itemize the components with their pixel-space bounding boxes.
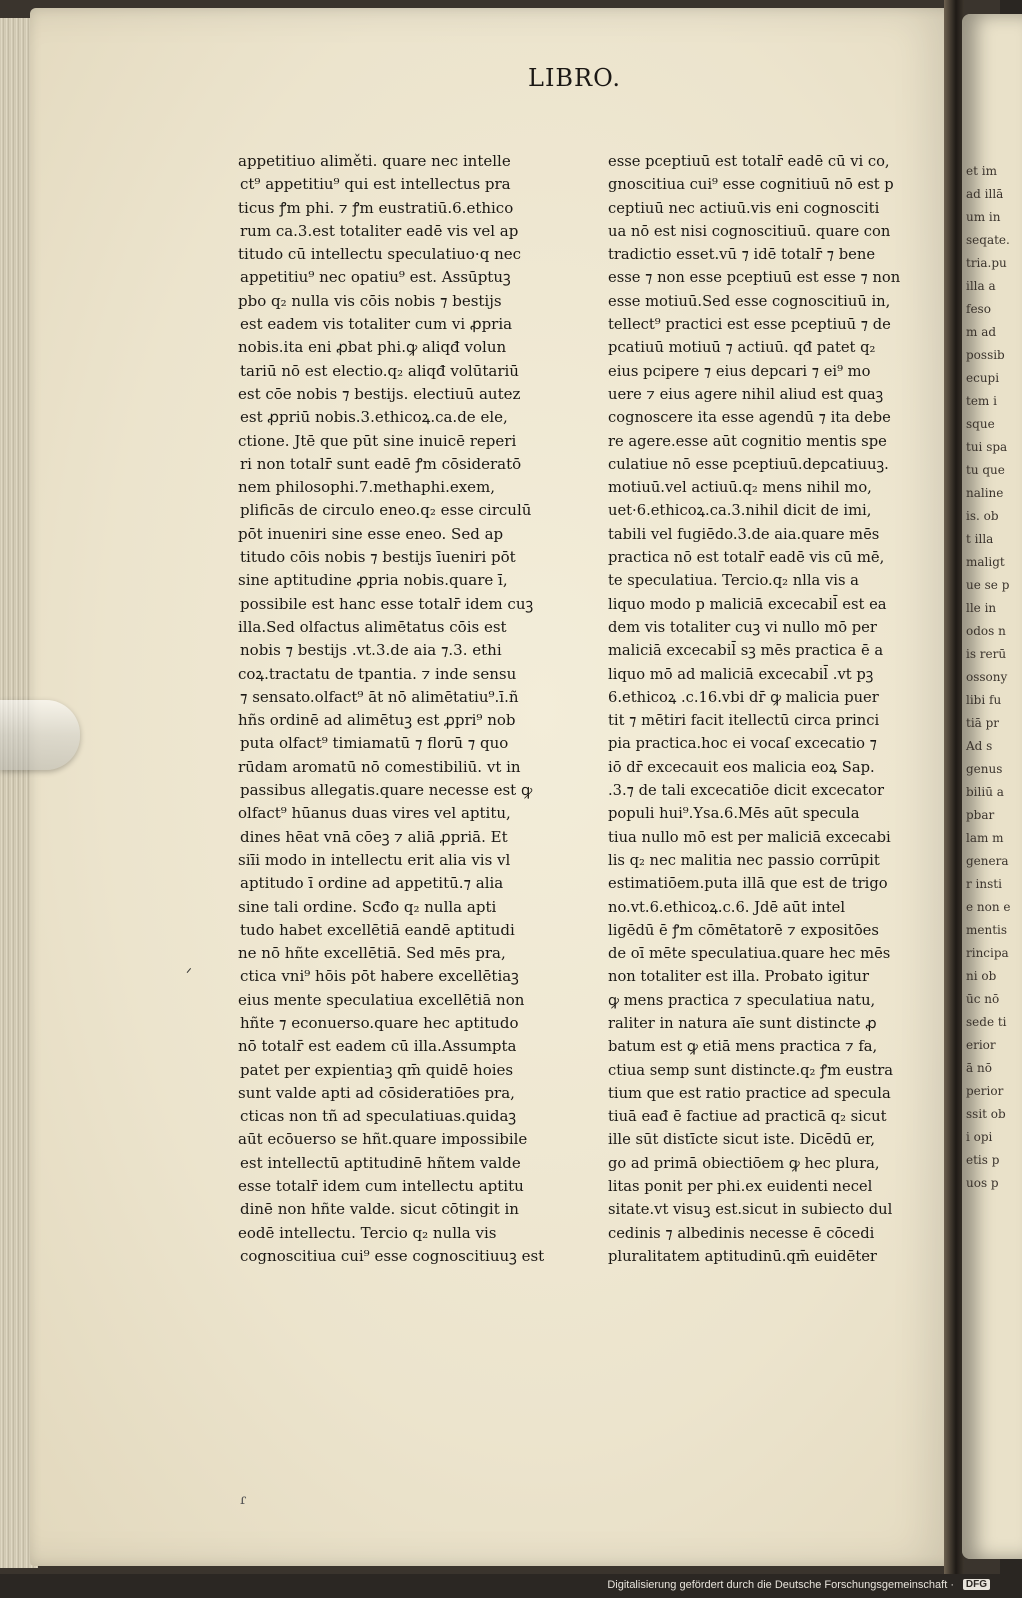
facing-page-fragment: ossony (966, 670, 1008, 684)
text-line: sunt valde apti ad cōsideratiōes pra, (238, 1083, 515, 1102)
text-line: tabili vel fugiēdo.3.de aia.quare mēs (608, 525, 880, 543)
facing-page-fragment: biliū a (966, 785, 1004, 799)
text-line: ctione. Jtē que pūt sine inuicē reperi (238, 431, 517, 450)
text-line: pōt inueniri sine esse eneo. Sed ap (238, 524, 504, 543)
text-line: eodē intellectu. Tercio q₂ nulla vis (238, 1223, 497, 1242)
facing-page-fragment: m ad (966, 325, 997, 339)
text-line: nem philosophi.7.methaphi.exem, (238, 478, 496, 497)
text-line: uet·6.ethicoꝝ.ca.3.nihil dicit de imi, (608, 502, 872, 520)
facing-page-fragment: maligt (966, 555, 1005, 569)
text-line: illa.Sed olfactus alimētatus cōis est (238, 617, 507, 636)
text-line: ctiua semp sunt distincte.q₂ ꝭm eustra (608, 1061, 894, 1079)
text-line: rum ca.3.est totaliter eadē vis vel ap (240, 221, 519, 240)
text-line: te speculatiua. Tercio.q₂ nlla vis a (608, 572, 859, 590)
facing-page-fragment: pbar (966, 808, 995, 822)
text-line: gnoscitiua cui⁹ esse cognitiuū nō est p (608, 176, 894, 194)
text-line: appetitiuo aliměti. quare nec intelle (238, 152, 511, 170)
text-line: practica nō est totalr̄ eadē vis cū mē, (608, 549, 885, 567)
facing-page-fragment: et im (966, 164, 997, 178)
text-line: dem vis totaliter cuꝫ vi nullo mō per (608, 618, 877, 636)
text-line: tit ⁊ mētiri facit itellectū circa princi (608, 712, 880, 730)
text-line: sine aptitudine ꝓpria nobis.quare ī, (238, 571, 508, 590)
left-text-column (238, 150, 558, 1268)
text-line: litas ponit per phi.ex euidenti necel (608, 1178, 873, 1196)
funding-credit: Digitalisierung gefördert durch die Deutsche Forschungsgemeinschaft · (607, 1579, 954, 1591)
text-line: ctica vni⁹ hōis pōt habere excellētiaꝫ (240, 967, 519, 986)
text-line: iō dr̄ excecauit eos malicia eoꝝ Sap. (608, 758, 875, 776)
text-line: liquo modo p maliciā excecabil̄ est ea (608, 595, 887, 613)
text-line: tariū nō est electio.q₂ aliqđ volūtariū (240, 361, 519, 380)
text-line: ceptiuū nec actiuū.vis eni cognosciti (608, 199, 880, 217)
text-line: hñte ⁊ econuerso.quare hec aptitudo (240, 1013, 519, 1032)
facing-page-fragment: sque (966, 417, 995, 431)
facing-page-fragment: libi fu (966, 693, 1002, 707)
text-line: nō totalr̄ est eadem cū illa.Assumpta (238, 1037, 517, 1056)
facing-page-fragment: t illa (966, 532, 994, 546)
text-line: ille sūt distīcte sicut iste. Dicēdū er, (608, 1131, 876, 1149)
text-line: est intellectū aptitudinē hñtem valde (240, 1153, 521, 1172)
text-line: appetitiu⁹ nec opatiu⁹ est. Assūptuꝫ (240, 268, 511, 287)
text-line: pluralitatem aptitudinū.qm̄ euidēter (608, 1247, 877, 1265)
text-line: maliciā excecabil̄ sꝫ mēs practica ē a (608, 642, 884, 660)
facing-page-fragment: possib (966, 348, 1005, 362)
text-line: ne nō hñte excellētiā. Sed mēs pra, (238, 944, 506, 963)
facing-page-fragment: sede ti (966, 1015, 1007, 1029)
text-line: ri non totalr̄ sunt eadē ꝭm cōsideratō (240, 454, 522, 473)
text-line: olfact⁹ hūanus duas vires vel aptitu, (238, 804, 511, 823)
text-line: culatiue nō esse pceptiuū.depcatiuuꝫ. (608, 455, 889, 473)
running-head: LIBRO. (528, 64, 622, 92)
text-line: populi hui⁹.Ysa.6.Mēs aūt specula (608, 805, 860, 823)
text-line: ticus ꝭm phi. ⁊ ꝭm eustratiū.6.ethico (238, 198, 514, 217)
text-line: ua nō est nisi cognoscitiuū. quare con (608, 222, 891, 240)
text-line: lis q₂ nec malitia nec passio corrūpit (608, 851, 880, 869)
facing-page-fragment: etis p (966, 1153, 1000, 1167)
text-line: esse pceptiuū est totalr̄ eadē cū vi co, (608, 153, 890, 170)
facing-page-fragment: erior (966, 1038, 996, 1052)
text-line: nobis.ita eni ꝓbat phi.ꝙ aliqđ volun (238, 338, 507, 357)
facing-page-fragment: tui spa (966, 440, 1008, 454)
facing-page-fragment: genera (966, 854, 1009, 868)
text-line: esse totalr̄ idem cum intellectu aptitu (238, 1177, 524, 1196)
text-line: tiuā eađ ē factiue ad practicā q₂ sicut (608, 1108, 887, 1126)
facing-page-fragment: ecupi (966, 371, 1000, 385)
text-line: est eadem vis totaliter cum vi ꝓpria (240, 315, 513, 334)
text-line: cedinis ⁊ albedinis necesse ē cōcedi (608, 1224, 875, 1242)
facing-page-fragment: tem i (966, 394, 997, 408)
facing-page-fragment: uos p (966, 1176, 999, 1190)
text-line: ⁊ sensato.olfact⁹ āt nō alimētatiu⁹.ī.ñ (240, 687, 519, 706)
text-line: re agere.esse aūt cognitio mentis spe (608, 432, 887, 450)
text-line: 6.ethicoꝝ .c.16.vbi dr̄ ꝙ malicia puer (608, 688, 879, 706)
margin-mark: ᐟ (186, 966, 192, 982)
text-line: patet per expientiaꝫ qm̄ quidē hoies (240, 1060, 514, 1079)
text-line: pbo q₂ nulla vis cōis nobis ⁊ bestijs (238, 291, 502, 310)
text-line: pcatiuū motiuū ⁊ actiuū. qđ patet q₂ (608, 339, 876, 357)
text-line: rūdam aromatū nō comestibiliū. vt in (238, 757, 521, 776)
text-line: sitate.vt visuꝫ est.sicut in subiecto dul (608, 1201, 893, 1219)
facing-page-fragment: tu que (966, 463, 1005, 477)
facing-page-fragment: ūc nō (966, 992, 1000, 1006)
text-line: eius pcipere ⁊ eius depcari ⁊ ei⁹ mo (608, 362, 871, 380)
facing-page-fragment: illa a (966, 279, 996, 293)
text-line: cognoscitiua cui⁹ esse cognoscitiuuꝫ est (240, 1246, 545, 1265)
facing-page-fragment: is rerū (966, 647, 1007, 661)
text-line: sine tali ordine. Scđo q₂ nulla apti (238, 897, 497, 916)
facing-page-fragment: ad illā (966, 187, 1004, 201)
facing-page-fragment: is. ob (966, 509, 999, 523)
text-line: cognoscere ita esse agendū ⁊ ita debe (608, 409, 891, 427)
text-line: est cōe nobis ⁊ bestijs. electiuū autez (238, 384, 521, 403)
text-line: puta olfact⁹ timiamatū ⁊ florū ⁊ quo (240, 734, 509, 753)
facing-page-fragment: perior (966, 1084, 1004, 1098)
text-line: passibus allegatis.quare necesse est ꝙ (240, 781, 533, 800)
text-line: hñs ordinē ad alimētuꝫ est ꝓpri⁹ nob (238, 711, 516, 730)
text-line: .3.⁊ de tali excecatiōe dicit excecator (608, 782, 885, 800)
facing-page-fragment: rincipa (966, 946, 1009, 960)
facing-page-fragment: um in (966, 210, 1001, 224)
facing-page-fragment: tria.pu (966, 256, 1007, 270)
text-line: uere ⁊ eius agere nihil aliud est quaꝫ (608, 385, 884, 403)
text-line: tium que est ratio practice ad specula (608, 1084, 891, 1102)
right-text-column (608, 150, 928, 1268)
text-line: liquo mō ad maliciā excecabil̄ .vt pꝫ (608, 665, 874, 683)
facing-page-fragment: mentis (966, 923, 1008, 937)
text-line: non totaliter est illa. Probato igitur (608, 968, 869, 986)
text-line: esse ⁊ non esse pceptiuū est esse ⁊ non (608, 269, 901, 287)
text-line: eius mente speculatiua excellētiā non (238, 990, 525, 1009)
text-line: batum est ꝙ etiā mens practica ⁊ fa, (608, 1038, 878, 1056)
text-line: est ꝓpriū nobis.3.ethicoꝝ.ca.de ele, (240, 408, 508, 427)
text-line: de oī mēte speculatiua.quare hec mēs (608, 945, 891, 963)
text-line: go ad primā obiectiōem ꝙ hec plura, (608, 1154, 880, 1172)
text-line: dinē non hñte valde. sicut cōtingit in (240, 1200, 519, 1219)
text-line: ꝙ mens practica ⁊ speculatiua natu, (608, 991, 876, 1009)
text-line: tradictio esset.vū ⁊ idē totalr̄ ⁊ bene (608, 246, 876, 264)
text-line: pia practica.hoc ei vocaſ excecatio ⁊ (608, 735, 877, 753)
text-line: coꝝ.tractatu de tpantia. ⁊ inde sensu (238, 664, 517, 683)
facing-page-fragment: feso (966, 302, 991, 316)
text-line: titudo cōis nobis ⁊ bestijs īueniri pōt (240, 548, 516, 567)
facing-page-fragment: seqate. (966, 233, 1010, 247)
text-line: aptitudo ī ordine ad appetitū.⁊ alia (240, 874, 504, 893)
facing-page-fragment: i opi (966, 1130, 993, 1144)
text-line: dines hēat vnā cōeꝫ ⁊ aliā ꝓpriā. Et (240, 827, 508, 846)
facing-page-fragment: ssit ob (966, 1107, 1006, 1121)
text-line: ligēdū ē ꝭm cōmētatorē ⁊ expositōes (608, 921, 879, 939)
page-clip (0, 700, 80, 770)
facing-page-fragment: genus (966, 762, 1003, 776)
text-line: cticas non tñ ad speculatiuas.quidaꝫ (240, 1107, 517, 1126)
text-line: ct⁹ appetitiu⁹ qui est intellectus pra (240, 175, 511, 194)
facing-page-fragment: ue se p (966, 578, 1010, 592)
text-line: no.vt.6.ethicoꝝ.c.6. Jdē aūt intel (608, 898, 846, 916)
text-line: siīi modo in intellectu erit alia vis vl (238, 850, 511, 869)
facing-page-fragment: naline (966, 486, 1004, 500)
dfg-logo: DFG (963, 1579, 990, 1590)
text-line: possibile est hanc esse totalr̄ idem cuꝫ (240, 594, 534, 613)
text-line: motiuū.vel actiuū.q₂ mens nihil mo, (608, 479, 872, 497)
text-line: raliter in natura aīe sunt distincte ꝓ (608, 1014, 877, 1032)
facing-page-fragment: lle in (966, 601, 997, 615)
facing-page (962, 14, 1022, 1559)
footer-bar (0, 1574, 1000, 1598)
text-line: tiua nullo mō est per maliciā excecabi (608, 828, 891, 846)
text-line: estimatiōem.puta illā que est de trigo (608, 875, 888, 893)
facing-page-fragment: Ad s (966, 739, 993, 753)
facing-page-fragment: tiā pr (966, 716, 1000, 730)
text-line: tellect⁹ practici est esse pceptiuū ⁊ de (608, 316, 891, 334)
facing-page-fragment: lam m (966, 831, 1004, 845)
text-line: titudo cū intellectu speculatiuo·q nec (238, 245, 522, 264)
facing-page-fragment: odos n (966, 624, 1006, 638)
text-line: aūt ecōuerso se hñt.quare impossibile (238, 1130, 528, 1149)
facing-page-fragment: r insti (966, 877, 1002, 891)
text-line: tudo habet excellētiā eandē aptitudi (240, 920, 515, 939)
text-line: nobis ⁊ bestijs .vt.3.de aia ⁊.3. ethi (240, 641, 502, 660)
facing-page-fragment: ā nō (966, 1061, 992, 1075)
facing-page-fragment: ni ob (966, 969, 997, 983)
book-gutter (944, 0, 964, 1574)
text-line: plificās de circulo eneo.q₂ esse circulū (240, 501, 532, 520)
text-line: esse motiuū.Sed esse cognoscitiuū in, (608, 292, 891, 310)
margin-mark-bottom: ɾ (240, 1492, 247, 1508)
facing-page-fragment: e non e (966, 900, 1011, 914)
